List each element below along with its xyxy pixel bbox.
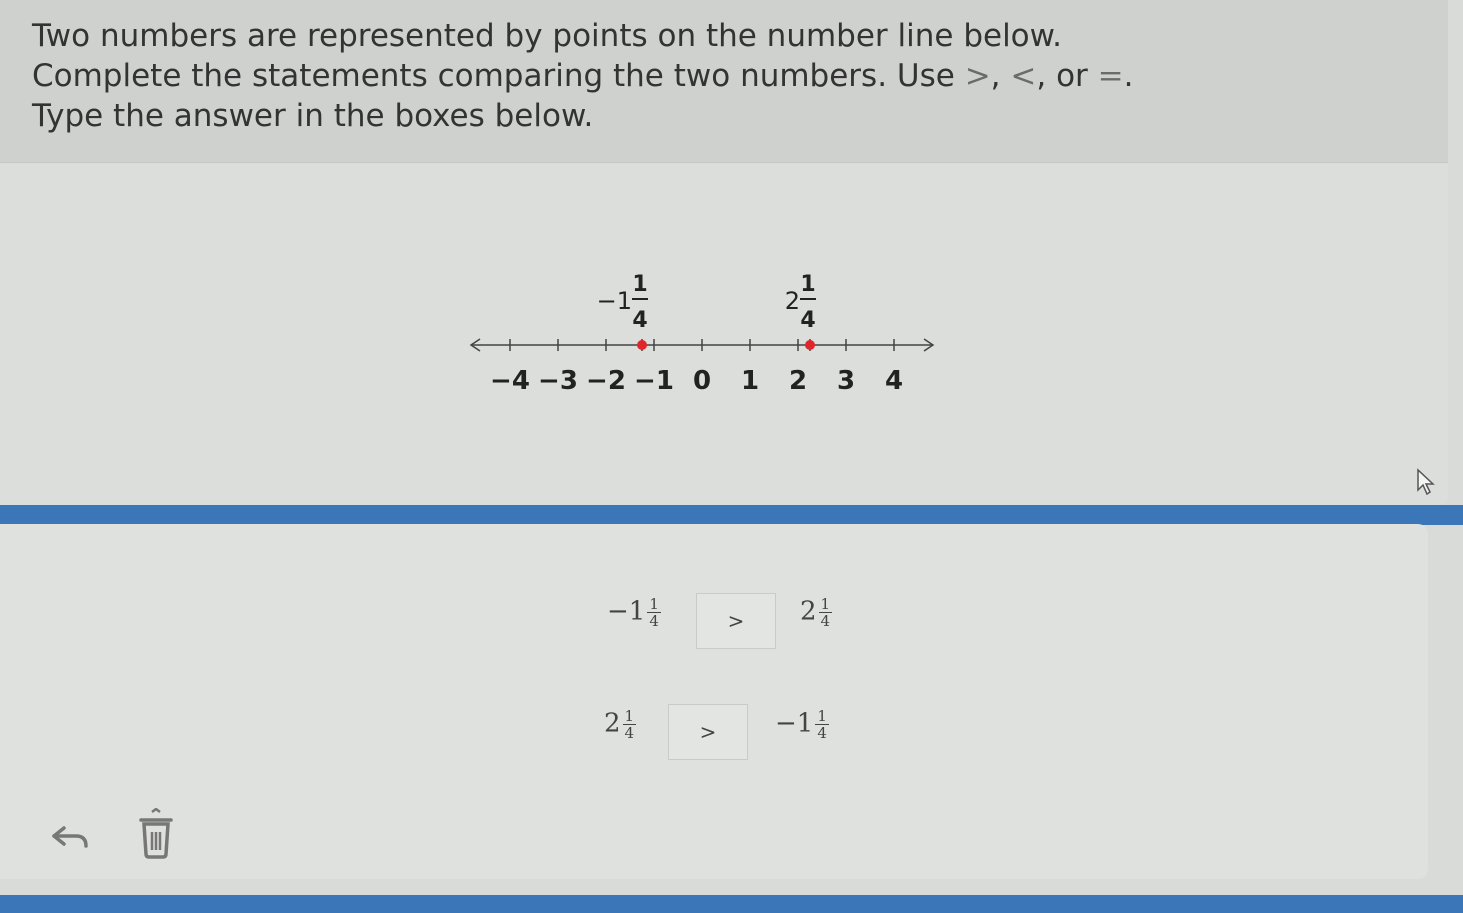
tick-label: 3 — [836, 366, 856, 396]
denominator: 4 — [649, 612, 659, 630]
statement-1-left-number — [607, 596, 661, 629]
undo-arrow-icon[interactable] — [50, 822, 90, 852]
fraction — [819, 596, 833, 629]
period: . — [1123, 58, 1134, 94]
tick-label: 0 — [692, 366, 712, 396]
denominator: 4 — [817, 724, 827, 742]
whole-part: 2 — [604, 708, 621, 739]
denominator: 4 — [624, 724, 635, 742]
numerator: 1 — [624, 707, 635, 725]
question-line-1: Two numbers are represented by points on the number line below. — [32, 18, 1063, 54]
question-line-3: Type the answer in the boxes below. — [32, 98, 594, 134]
separator: , — [990, 58, 1011, 94]
tick-label: −4 — [490, 366, 530, 396]
whole-part: −1 — [775, 708, 814, 739]
number-line — [460, 255, 960, 405]
tick-label: −2 — [586, 366, 626, 396]
point-label-whole: −1 — [596, 287, 632, 315]
symbol-less-than: < — [1010, 58, 1037, 94]
fraction — [623, 708, 637, 741]
numerator: 1 — [820, 595, 831, 613]
symbol-equals: = — [1097, 58, 1124, 94]
whole-part: 2 — [800, 596, 817, 627]
section-divider — [0, 505, 1463, 525]
tick-label: −1 — [634, 366, 674, 396]
point-b-marker — [805, 340, 815, 350]
tick-label: −3 — [538, 366, 578, 396]
mouse-cursor-icon — [1416, 468, 1438, 496]
point-a-marker — [637, 340, 647, 350]
tick-label: 4 — [884, 366, 904, 396]
bottom-bar — [0, 895, 1463, 913]
numerator: 1 — [817, 707, 827, 725]
tick-label: 1 — [740, 366, 760, 396]
statement-2-answer-box[interactable]: > — [668, 704, 748, 760]
numerator: 1 — [649, 595, 659, 613]
point-label-whole: 2 — [784, 287, 800, 315]
question-line-2 — [32, 58, 1134, 94]
fraction — [815, 708, 829, 741]
fraction — [647, 596, 661, 629]
statement-1-right-number — [800, 596, 832, 629]
question-prompt — [0, 0, 1448, 163]
denominator: 4 — [820, 612, 831, 630]
statement-2-left-number — [604, 708, 636, 741]
question-line-2-text: Complete the statements comparing the two numbers. Use — [32, 58, 965, 94]
point-label-denominator: 4 — [800, 308, 816, 333]
answer-panel — [0, 524, 1428, 879]
point-label-numerator: 1 — [800, 272, 816, 297]
symbol-greater-than: > — [964, 58, 991, 94]
statement-1-answer-box[interactable]: > — [696, 593, 776, 649]
separator: , or — [1036, 58, 1098, 94]
point-label-denominator: 4 — [632, 308, 648, 333]
point-label-numerator: 1 — [632, 272, 648, 297]
trash-icon[interactable] — [137, 808, 175, 860]
whole-part: −1 — [607, 596, 646, 627]
statement-2-right-number — [775, 708, 829, 741]
tick-label: 2 — [788, 366, 808, 396]
